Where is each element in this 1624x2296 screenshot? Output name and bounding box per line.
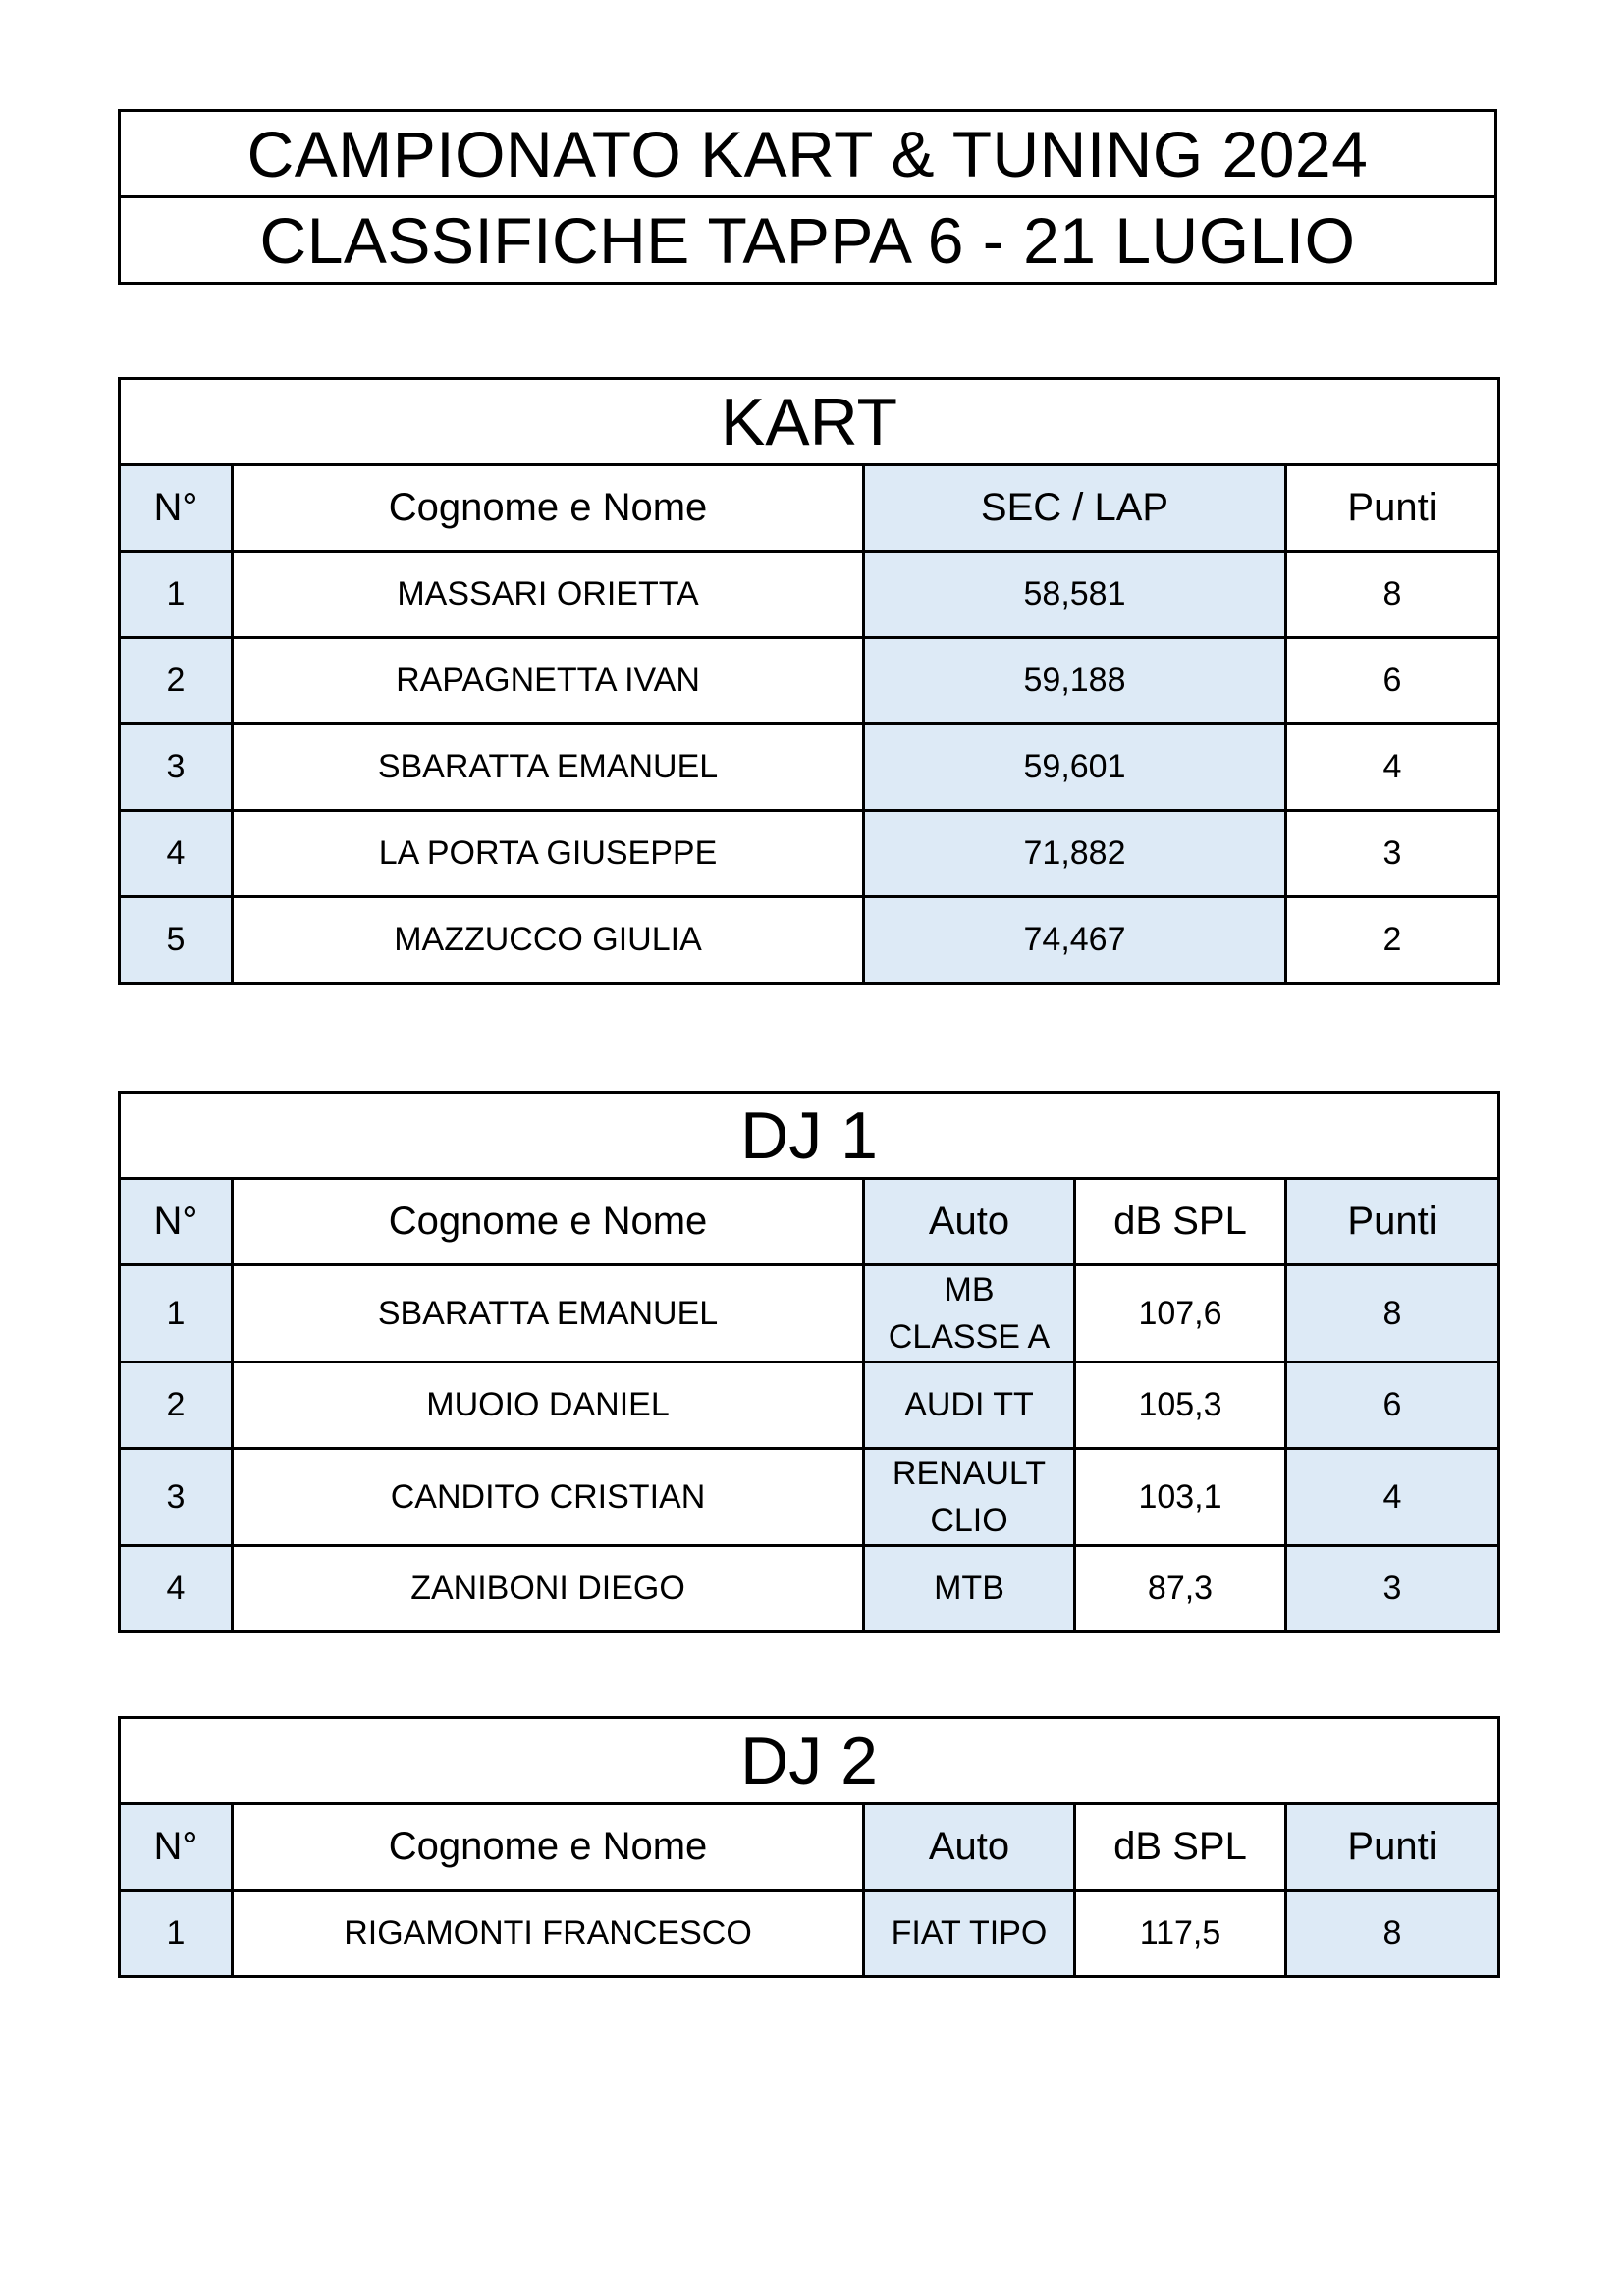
- name-cell: SBARATTA EMANUEL: [233, 724, 864, 811]
- name-cell: MUOIO DANIEL: [233, 1362, 864, 1449]
- car-cell: AUDI TT: [864, 1362, 1075, 1449]
- stage-subtitle: CLASSIFICHE TAPPA 6 - 21 LUGLIO: [120, 197, 1496, 284]
- kart-standings-table: [118, 377, 1500, 985]
- table-row: [120, 724, 1499, 811]
- car-line-2: CLIO: [930, 1502, 1008, 1539]
- lap-time-cell: 71,882: [864, 811, 1286, 897]
- lap-time-cell: 74,467: [864, 897, 1286, 984]
- name-cell: CANDITO CRISTIAN: [233, 1449, 864, 1546]
- points-cell: 8: [1286, 552, 1499, 638]
- kart-col-position: N°: [120, 465, 233, 552]
- dj2-col-db-spl: dB SPL: [1075, 1804, 1286, 1891]
- kart-header-row: [120, 465, 1499, 552]
- car-cell: MTB: [864, 1546, 1075, 1632]
- points-cell: 6: [1286, 1362, 1499, 1449]
- position-cell: 1: [120, 552, 233, 638]
- kart-col-sec-lap: SEC / LAP: [864, 465, 1286, 552]
- position-cell: 2: [120, 638, 233, 724]
- db-spl-cell: 117,5: [1075, 1891, 1286, 1977]
- points-cell: 6: [1286, 638, 1499, 724]
- table-row: [120, 1546, 1499, 1632]
- position-cell: 4: [120, 1546, 233, 1632]
- points-cell: 3: [1286, 1546, 1499, 1632]
- points-cell: 2: [1286, 897, 1499, 984]
- table-row: [120, 811, 1499, 897]
- name-cell: SBARATTA EMANUEL: [233, 1265, 864, 1362]
- kart-col-name: Cognome e Nome: [233, 465, 864, 552]
- db-spl-cell: 107,6: [1075, 1265, 1286, 1362]
- points-cell: 8: [1286, 1891, 1499, 1977]
- dj2-col-name: Cognome e Nome: [233, 1804, 864, 1891]
- name-cell: RIGAMONTI FRANCESCO: [233, 1891, 864, 1977]
- car-line-1: RENAULT: [892, 1455, 1047, 1492]
- table-row: [120, 897, 1499, 984]
- dj2-header-row: [120, 1804, 1499, 1891]
- table-row: [120, 552, 1499, 638]
- car-line-2: CLASSE A: [888, 1318, 1051, 1356]
- table-row: [120, 1891, 1499, 1977]
- document-title-table: [118, 109, 1497, 285]
- table-row: [120, 1449, 1499, 1546]
- name-cell: MASSARI ORIETTA: [233, 552, 864, 638]
- dj2-col-points: Punti: [1286, 1804, 1499, 1891]
- lap-time-cell: 59,601: [864, 724, 1286, 811]
- dj1-col-db-spl: dB SPL: [1075, 1179, 1286, 1265]
- car-line-1: MB: [944, 1271, 995, 1308]
- name-cell: RAPAGNETTA IVAN: [233, 638, 864, 724]
- position-cell: 3: [120, 1449, 233, 1546]
- lap-time-cell: 59,188: [864, 638, 1286, 724]
- points-cell: 8: [1286, 1265, 1499, 1362]
- name-cell: LA PORTA GIUSEPPE: [233, 811, 864, 897]
- dj2-col-car: Auto: [864, 1804, 1075, 1891]
- car-cell: [864, 1449, 1075, 1546]
- dj1-section-title: DJ 1: [120, 1093, 1499, 1179]
- db-spl-cell: 103,1: [1075, 1449, 1286, 1546]
- position-cell: 3: [120, 724, 233, 811]
- points-cell: 4: [1286, 724, 1499, 811]
- position-cell: 4: [120, 811, 233, 897]
- dj1-header-row: [120, 1179, 1499, 1265]
- kart-section-title: KART: [120, 379, 1499, 465]
- dj2-section-title: DJ 2: [120, 1718, 1499, 1804]
- position-cell: 1: [120, 1265, 233, 1362]
- db-spl-cell: 87,3: [1075, 1546, 1286, 1632]
- car-cell: FIAT TIPO: [864, 1891, 1075, 1977]
- db-spl-cell: 105,3: [1075, 1362, 1286, 1449]
- position-cell: 1: [120, 1891, 233, 1977]
- dj1-col-position: N°: [120, 1179, 233, 1265]
- points-cell: 3: [1286, 811, 1499, 897]
- dj1-col-points: Punti: [1286, 1179, 1499, 1265]
- dj1-col-car: Auto: [864, 1179, 1075, 1265]
- championship-title: CAMPIONATO KART & TUNING 2024: [120, 111, 1496, 197]
- dj1-col-name: Cognome e Nome: [233, 1179, 864, 1265]
- table-row: [120, 1362, 1499, 1449]
- name-cell: MAZZUCCO GIULIA: [233, 897, 864, 984]
- name-cell: ZANIBONI DIEGO: [233, 1546, 864, 1632]
- dj2-standings-table: [118, 1716, 1500, 1978]
- lap-time-cell: 58,581: [864, 552, 1286, 638]
- points-cell: 4: [1286, 1449, 1499, 1546]
- kart-col-points: Punti: [1286, 465, 1499, 552]
- table-row: [120, 1265, 1499, 1362]
- car-cell: [864, 1265, 1075, 1362]
- position-cell: 5: [120, 897, 233, 984]
- dj1-standings-table: [118, 1091, 1500, 1633]
- position-cell: 2: [120, 1362, 233, 1449]
- dj2-col-position: N°: [120, 1804, 233, 1891]
- table-row: [120, 638, 1499, 724]
